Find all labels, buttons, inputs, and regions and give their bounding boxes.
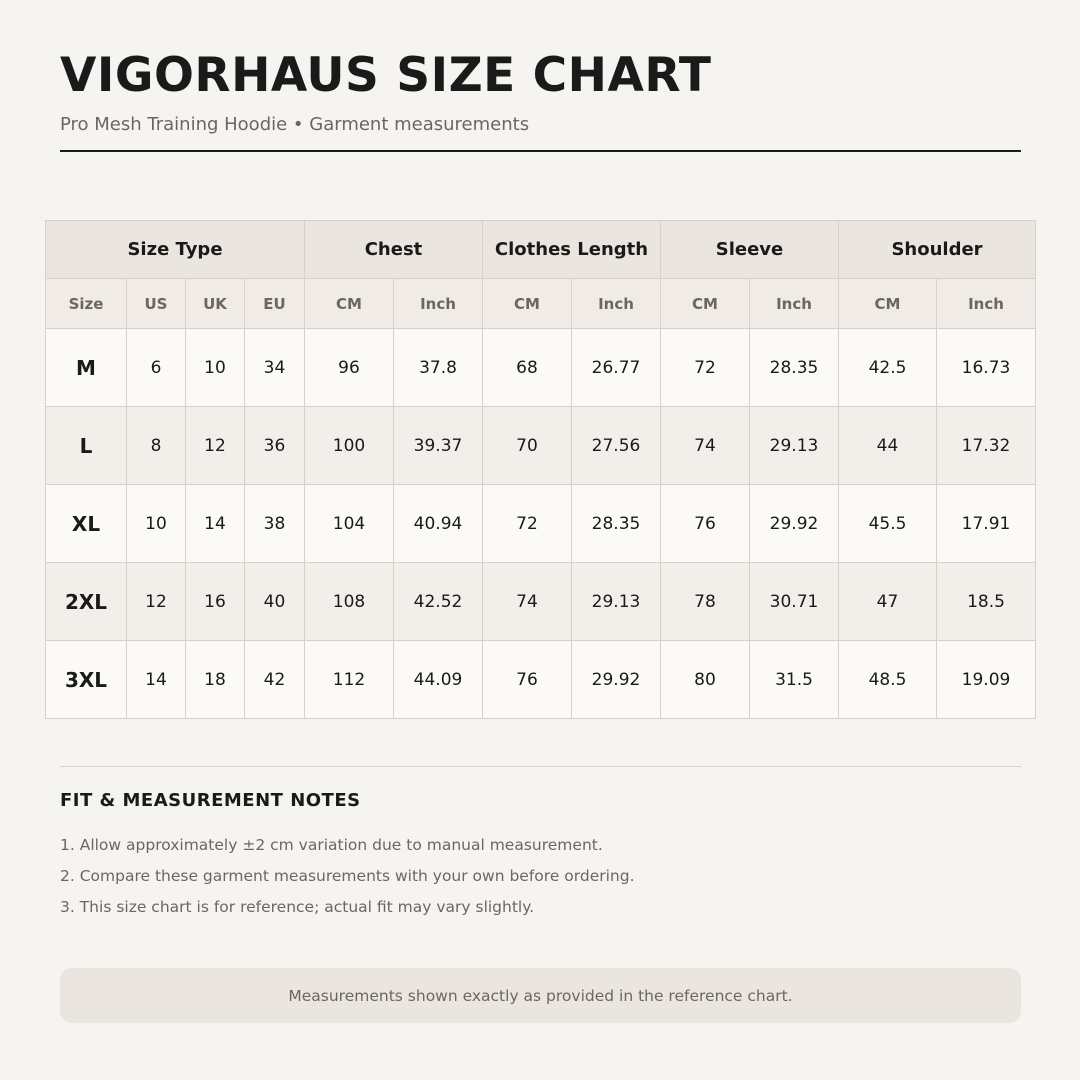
table-cell: 80 — [661, 641, 750, 719]
size-cell: 2XL — [46, 563, 127, 641]
column-header: CM — [661, 279, 750, 329]
table-body — [46, 329, 1036, 719]
column-header: Inch — [937, 279, 1036, 329]
column-header: US — [127, 279, 186, 329]
note-item: 1. Allow approximately ±2 cm variation due to manual measurement. — [60, 836, 603, 854]
table-cell: 8 — [127, 407, 186, 485]
table-cell: 74 — [483, 563, 572, 641]
table-row — [46, 407, 1036, 485]
table-cell: 17.91 — [937, 485, 1036, 563]
table-cell: 18 — [186, 641, 245, 719]
table-cell: 10 — [186, 329, 245, 407]
table-row — [46, 641, 1036, 719]
table-cell: 16.73 — [937, 329, 1036, 407]
table-cell: 72 — [661, 329, 750, 407]
table-cell: 39.37 — [394, 407, 483, 485]
table-row — [46, 485, 1036, 563]
column-header: EU — [245, 279, 305, 329]
notes-title: FIT & MEASUREMENT NOTES — [60, 790, 361, 811]
table-cell: 72 — [483, 485, 572, 563]
group-header-shoulder: Shoulder — [839, 221, 1036, 279]
table-cell: 19.09 — [937, 641, 1036, 719]
group-header-chest: Chest — [305, 221, 483, 279]
table-cell: 29.13 — [750, 407, 839, 485]
footer-text: Measurements shown exactly as provided in the reference chart. — [288, 986, 793, 1005]
table-row — [46, 329, 1036, 407]
table-cell: 38 — [245, 485, 305, 563]
size-cell: 3XL — [46, 641, 127, 719]
size-chart-table — [45, 220, 1036, 719]
page-subtitle: Pro Mesh Training Hoodie • Garment measurements — [60, 114, 530, 135]
table-cell: 108 — [305, 563, 394, 641]
notes-list — [60, 830, 635, 923]
group-header-size-type: Size Type — [46, 221, 305, 279]
group-header-sleeve: Sleeve — [661, 221, 839, 279]
table-cell: 76 — [661, 485, 750, 563]
table-cell: 42.52 — [394, 563, 483, 641]
size-cell: M — [46, 329, 127, 407]
column-header: Inch — [750, 279, 839, 329]
footer-banner — [60, 968, 1021, 1023]
column-header-row — [46, 279, 1036, 329]
table-cell: 112 — [305, 641, 394, 719]
table-cell: 100 — [305, 407, 394, 485]
table-cell: 28.35 — [750, 329, 839, 407]
column-header: CM — [305, 279, 394, 329]
table-cell: 18.5 — [937, 563, 1036, 641]
table-cell: 47 — [839, 563, 937, 641]
table-cell: 45.5 — [839, 485, 937, 563]
column-header: CM — [483, 279, 572, 329]
table-cell: 29.92 — [750, 485, 839, 563]
table-cell: 37.8 — [394, 329, 483, 407]
table-cell: 12 — [186, 407, 245, 485]
header-divider — [60, 150, 1021, 152]
size-cell: L — [46, 407, 127, 485]
column-header: UK — [186, 279, 245, 329]
size-cell: XL — [46, 485, 127, 563]
note-item: 2. Compare these garment measurements with your own before ordering. — [60, 867, 635, 885]
table-cell: 40.94 — [394, 485, 483, 563]
table-cell: 14 — [186, 485, 245, 563]
table-cell: 44 — [839, 407, 937, 485]
table-cell: 27.56 — [572, 407, 661, 485]
table-cell: 26.77 — [572, 329, 661, 407]
notes-divider — [60, 766, 1021, 767]
table-cell: 68 — [483, 329, 572, 407]
column-header: CM — [839, 279, 937, 329]
table-cell: 42 — [245, 641, 305, 719]
group-header-row — [46, 221, 1036, 279]
table-cell: 34 — [245, 329, 305, 407]
column-header: Size — [46, 279, 127, 329]
table-cell: 74 — [661, 407, 750, 485]
page-title: VIGORHAUS SIZE CHART — [60, 48, 712, 103]
page-header — [60, 48, 1020, 140]
table-cell: 104 — [305, 485, 394, 563]
table-cell: 31.5 — [750, 641, 839, 719]
note-item: 3. This size chart is for reference; actual fit may vary slightly. — [60, 898, 535, 916]
table-cell: 44.09 — [394, 641, 483, 719]
table-cell: 96 — [305, 329, 394, 407]
table-cell: 29.13 — [572, 563, 661, 641]
table-cell: 30.71 — [750, 563, 839, 641]
table-cell: 76 — [483, 641, 572, 719]
table-cell: 10 — [127, 485, 186, 563]
table-cell: 14 — [127, 641, 186, 719]
table-cell: 48.5 — [839, 641, 937, 719]
table-cell: 78 — [661, 563, 750, 641]
table-cell: 16 — [186, 563, 245, 641]
group-header-clothes-length: Clothes Length — [483, 221, 661, 279]
table-cell: 6 — [127, 329, 186, 407]
table-cell: 28.35 — [572, 485, 661, 563]
column-header: Inch — [572, 279, 661, 329]
table-cell: 29.92 — [572, 641, 661, 719]
table-cell: 12 — [127, 563, 186, 641]
table-row — [46, 563, 1036, 641]
table-cell: 17.32 — [937, 407, 1036, 485]
column-header: Inch — [394, 279, 483, 329]
table-cell: 70 — [483, 407, 572, 485]
table-cell: 36 — [245, 407, 305, 485]
table-cell: 42.5 — [839, 329, 937, 407]
table-cell: 40 — [245, 563, 305, 641]
